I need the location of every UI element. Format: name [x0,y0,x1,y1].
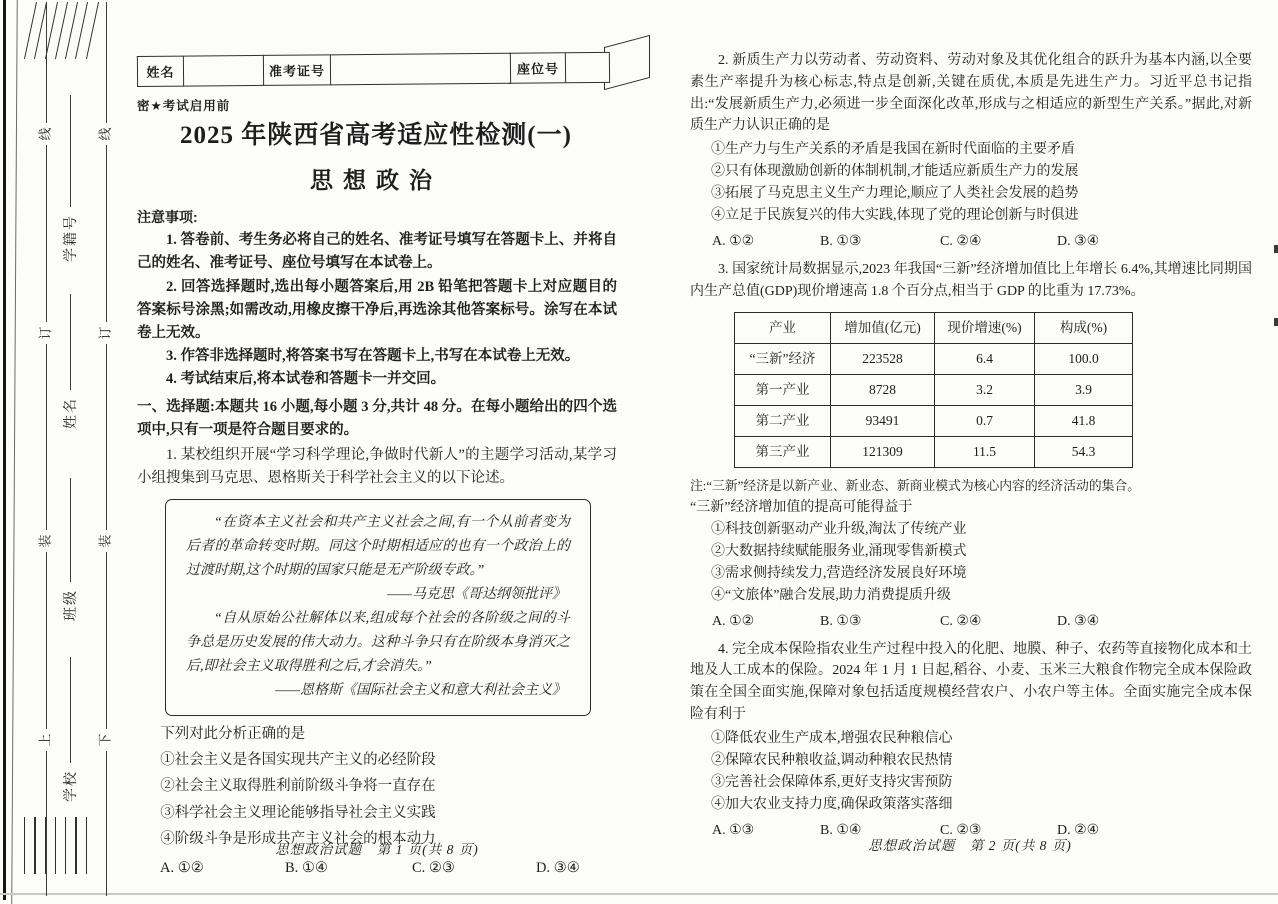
binding-field-label: 学校 [64,770,79,802]
page1-footer: 思想政治试题 第 1 页(共 8 页) [275,842,479,857]
statement-item: ②保障农民种粮收益,调动种粮农民热情 [711,752,953,768]
exam-subject: 思想政治 [310,168,442,193]
page2-footer: 思想政治试题 第 2 页(共 8 页) [868,838,1072,853]
binding-field-label: 班级 [64,589,79,621]
table-cell: 121309 [831,436,935,467]
scan-speck [1274,318,1278,326]
option-d: D. ③④ [536,859,580,876]
notice-item: 4. 考试结束后,将本试卷和答题卡一并交回。 [166,371,446,388]
scan-paper-edge [11,0,18,904]
table-cell: 3.9 [1035,374,1133,405]
statement-item: ③科学社会主义理论能够指导社会主义实践 [160,804,436,821]
table-header-cell: 现价增速(%) [935,312,1035,343]
table-row [735,374,1133,405]
option-c: C. ②③ [940,822,982,838]
table-cell: 3.2 [935,374,1035,405]
table-header-cell: 产业 [735,312,831,343]
exam-title: 2025 年陕西省高考适应性检测(一) [180,122,572,149]
table-cell: 54.3 [1035,436,1133,467]
binding-line-upper [38,2,54,896]
name-field-blank [183,55,263,87]
binding-field-school [60,638,80,802]
statement-item: ④立足于民族复兴的伟大实践,体现了党的理论创新与时俱进 [711,208,1079,224]
options-row [160,856,617,880]
binding-char: 订 [37,326,53,340]
section-header: 一、选择题:本题共 16 小题,每小题 3 分,共计 48 分。在每小题给出的四个选项中,只有一项是符合题目要求的。 [137,398,617,438]
table-cell: 93491 [831,405,935,436]
exam-header-strip [137,52,610,87]
option-d: D. ③④ [1057,613,1100,629]
option-a: A. ①③ [712,822,755,838]
page1-body [137,206,617,885]
question-4-stem: 4. 完全成本保险指农业生产过程中投入的化肥、地膜、种子、农药等直接物化成本和土地及人工成本的保险。2024 年 1 月 1 日起,稻谷、小麦、玉米三大粮食作物完全成本保险政策在全国全面实施,保障对象包括适度规模经营农户、小农户等主体。全面实施完全成本保险有利于 [690,641,1252,722]
option-b: B. ①③ [820,234,862,250]
seat-number-blank [565,52,610,83]
statement-item: ①降低农业生产成本,增强农民种粮信心 [711,730,953,746]
statement-item: ③需求侧持续发力,营造经济发展良好环境 [711,565,967,581]
binding-char: 装 [97,534,113,548]
binding-field-class [60,461,80,621]
question-3-stem: 3. 国家统计局数据显示,2023 年我国“三新”经济增加值比上年增长 6.4%,其增速比同期国内生产总值(GDP)现价增速高 1.8 个百分点,相当于 GDP 的比重为 17.73%。 [690,262,1252,299]
table-cell: 第一产业 [735,374,831,405]
scan-speck [1274,245,1278,253]
table-header-cell: 构成(%) [1035,312,1133,343]
table-row [735,405,1133,436]
option-d: D. ②④ [1057,822,1100,838]
notice-item: 1. 答卷前、考生务必将自己的姓名、准考证号填写在答题卡上、并将自己的姓名、准考证号、座位号填写在本试卷上。 [137,232,617,272]
option-a: A. ①② [160,859,204,876]
binding-field-label: 学籍号 [64,214,79,262]
binding-char: 上 [37,733,53,747]
page2-body [690,50,1252,848]
table-cell: 第三产业 [735,436,831,467]
option-d: D. ③④ [1057,234,1100,250]
option-c: C. ②④ [940,613,982,629]
economy-data-table [734,312,1133,468]
option-c: C. ②④ [940,234,982,250]
question-2-stem: 2. 新质生产力以劳动者、劳动资料、劳动对象及其优化组合的跃升为基本内涵,以全要素生产率提升为核心标志,特点是创新,关键在质优,本质是先进生产力。习近平总书记指出:“发展新质生产力,必须进一步全面深化改革,形成与之相适应的新型生产关系。”据此,对新质生产力认识正确的是 [690,53,1252,134]
table-header-cell: 增加值(亿元) [831,312,935,343]
statement-item: ③拓展了马克思主义生产力理论,顺应了人类社会发展的趋势 [711,186,1079,202]
binding-field-name [60,277,80,429]
table-cell: 11.5 [935,436,1035,467]
scan-left-edge [3,0,6,900]
table-row [735,436,1133,467]
statement-item: ①生产力与生产关系的矛盾是我国在新时代面临的主要矛盾 [711,142,1075,158]
table-cell: 第二产业 [735,405,831,436]
binding-char: 线 [37,127,53,141]
option-a: A. ①② [712,613,755,629]
table-row [735,343,1133,374]
binding-field-label: 姓名 [64,397,79,429]
statement-item: ②社会主义取得胜利前阶级斗争将一直存在 [160,778,436,795]
notice-item: 2. 回答选择题时,选出每小题答案后,用 2B 铅笔把答题卡上对应题目的答案标号涂黑;如需改动,用橡皮擦干净后,再选涂其他答案标号。涂写在本试卷上无效。 [137,278,617,342]
seat-number-label: 座位号 [510,52,565,83]
statement-item: ②只有体现激励创新的体制机制,才能适应新质生产力的发展 [711,164,1079,180]
binding-char: 订 [97,326,113,340]
table-cell: 41.8 [1035,405,1133,436]
notice-item: 3. 作答非选择题时,将答案书写在答题卡上,书写在本试卷上无效。 [166,348,580,365]
quote-box [165,499,591,716]
binding-hatch-bottom [24,817,87,874]
name-field-label: 姓名 [137,56,183,87]
statement-item: ②大数据持续赋能服务业,涌现零售新模式 [711,543,967,559]
table-cell: “三新”经济 [735,343,831,374]
statement-item: ①社会主义是各国实现共产主义的必经阶段 [160,751,436,768]
scan-bottom-edge [0,893,1278,895]
option-b: B. ①④ [285,859,328,876]
table-cell: 223528 [831,343,935,374]
admission-number-label: 准考证号 [263,54,330,86]
admission-number-blank [330,53,510,86]
binding-line-lower [98,2,114,896]
seal-notice: 密★考试启用前 [137,99,231,113]
quote-text: “在资本主义社会和共产主义社会之间,有一个从前者变为后者的革命转变时期。同这个时期相适应的也有一个政治上的过渡时期,这个时期的国家只能是无产阶级专政。” [186,515,570,579]
binding-char: 线 [97,127,113,141]
statement-item: ④阶级斗争是形成共产主义社会的根本动力 [160,831,436,848]
question-3-prompt: “三新”经济增加值的提高可能得益于 [690,499,913,515]
table-header-row [735,312,1133,343]
table-cell: 6.4 [935,343,1035,374]
question-1-prompt: 下列对此分析正确的是 [160,726,306,743]
statement-item: ③完善社会保障体系,更好支持灾害预防 [711,774,953,790]
binding-char: 下 [97,733,113,747]
quote-source: ——恩格斯《国际社会主义和意大利社会主义》 [275,683,566,699]
table-note: 注:“三新”经济是以新产业、新业态、新商业模式为核心内容的经济活动的集合。 [690,478,1141,493]
binding-char: 装 [37,534,53,548]
option-c: C. ②③ [412,859,455,876]
option-a: A. ①② [712,234,755,250]
option-b: B. ①④ [820,822,862,838]
quote-source: ——马克思《哥达纲领批评》 [387,587,566,603]
header-strip-tail [604,35,650,90]
statement-item: ④加大农业支持力度,确保政策落实落细 [711,796,953,812]
option-b: B. ①③ [820,613,862,629]
table-cell: 0.7 [935,405,1035,436]
statement-item: ④“文旅体”融合发展,助力消费提质升级 [711,587,951,603]
statement-item: ①科技创新驱动产业升级,淘汰了传统产业 [711,521,967,537]
question-1-stem: 1. 某校组织开展“学习科学理论,争做时代新人”的主题学习活动,某学习小组搜集到马克思、恩格斯关于科学社会主义的以下论述。 [137,447,617,487]
table-cell: 8728 [831,374,935,405]
binding-field-student-id [60,78,80,262]
table-cell: 100.0 [1035,343,1133,374]
notice-title: 注意事项: [137,209,198,225]
quote-text: “自从原始公社解体以来,组成每个社会的各阶级之间的斗争总是历史发展的伟大动力。这种斗争只有在阶级本身消灭之后,即社会主义取得胜利之后,才会消失。” [186,611,570,675]
options-row [712,230,1252,254]
options-row [712,610,1252,634]
